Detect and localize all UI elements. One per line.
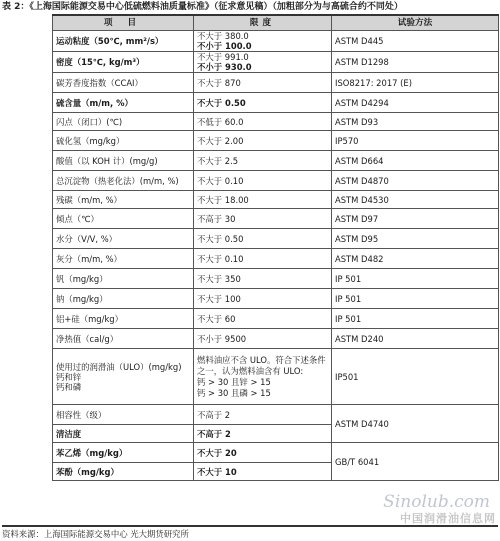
cell-item bbox=[53, 249, 194, 269]
table-row bbox=[53, 269, 499, 289]
table-row bbox=[53, 249, 499, 269]
table-caption: 表 2：《上海国际能源交易中心低硫燃料油质量标准》（征求意见稿）（加粗部分为与高硫合约不同处） bbox=[2, 2, 403, 12]
cell-limit-line: 不大于 870 bbox=[197, 77, 241, 88]
cell-method: IP570 bbox=[332, 131, 499, 151]
cell-limit-line: 不小于 100.0 bbox=[197, 41, 252, 51]
cell-limit bbox=[194, 151, 332, 171]
cell-limit bbox=[194, 171, 332, 191]
cell-item-line: 闪点（闭口）(℃) bbox=[56, 116, 123, 127]
table-row bbox=[53, 171, 499, 191]
table-body bbox=[53, 31, 499, 481]
cell-item bbox=[53, 463, 194, 481]
watermark-latin: Sinolub.com bbox=[383, 492, 490, 512]
cell-limit-line: 不大于 2.00 bbox=[197, 135, 244, 146]
cell-limit bbox=[194, 269, 332, 289]
cell-item-line: 酸值（以 KOH 计）(mg/g) bbox=[56, 155, 158, 166]
table-row bbox=[53, 329, 499, 349]
cell-limit-line: 不大于 60 bbox=[197, 313, 236, 324]
cell-method: ASTM D4870 bbox=[332, 171, 499, 191]
fuel-oil-spec-table bbox=[52, 14, 499, 481]
cell-limit-line: 不小于 9500 bbox=[197, 333, 247, 344]
watermark-logo bbox=[366, 492, 496, 528]
cell-item bbox=[53, 309, 194, 329]
cell-item bbox=[53, 93, 194, 113]
cell-limit bbox=[194, 209, 332, 229]
cell-limit-line: 不大于 2.5 bbox=[197, 155, 239, 166]
cell-limit-line: 不低于 60.0 bbox=[197, 116, 244, 127]
table-row bbox=[53, 52, 499, 73]
cell-limit-line: 钙 > 30 且磷 > 15 bbox=[197, 387, 271, 398]
cell-method: IP 501 bbox=[332, 269, 499, 289]
cell-limit-line: 不大于 0.10 bbox=[197, 253, 244, 264]
cell-limit-line: 不大于 0.10 bbox=[197, 175, 244, 186]
cell-item-line: 净热值（cal/g） bbox=[56, 333, 119, 344]
cell-item bbox=[53, 209, 194, 229]
cell-method: ASTM D95 bbox=[332, 229, 499, 249]
table-row bbox=[53, 191, 499, 209]
cell-item bbox=[53, 73, 194, 93]
cell-item bbox=[53, 289, 194, 309]
cell-item-line: 水分（V/V, %） bbox=[56, 233, 118, 244]
table-row bbox=[53, 73, 499, 93]
cell-item-line: 苯酚（mg/kg） bbox=[56, 466, 119, 477]
cell-item-line: 残碳（m/m, %） bbox=[56, 194, 122, 205]
cell-limit-line: 不高于 30 bbox=[197, 213, 236, 224]
cell-limit-line: 不大于 10 bbox=[197, 466, 237, 477]
cell-item-line: 相容性（级） bbox=[56, 409, 107, 420]
cell-limit-line: 不大于 20 bbox=[197, 447, 237, 458]
cell-limit-line: 不大于 380.0 bbox=[197, 31, 249, 41]
table-row bbox=[53, 31, 499, 52]
cell-item bbox=[53, 229, 194, 249]
cell-item-line: 倾点（℃） bbox=[56, 213, 99, 224]
table-row bbox=[53, 131, 499, 151]
cell-method: ISO8217: 2017 (E) bbox=[332, 73, 499, 93]
cell-item bbox=[53, 31, 194, 52]
cell-limit bbox=[194, 329, 332, 349]
cell-method: ASTM D445 bbox=[332, 31, 499, 52]
cell-limit-line: 不大于 100 bbox=[197, 293, 241, 304]
cell-method: IP501 bbox=[332, 349, 499, 405]
cell-limit bbox=[194, 249, 332, 269]
header-test-method: 试验方法 bbox=[332, 15, 499, 31]
cell-limit-line: 不大于 991.0 bbox=[197, 52, 249, 62]
cell-limit bbox=[194, 289, 332, 309]
cell-limit bbox=[194, 191, 332, 209]
cell-method: ASTM D1298 bbox=[332, 52, 499, 73]
cell-item-line: 钠（mg/kg） bbox=[56, 293, 108, 304]
cell-method: ASTM D4740 bbox=[332, 405, 499, 443]
cell-limit bbox=[194, 405, 332, 425]
cell-limit bbox=[194, 443, 332, 463]
cell-item bbox=[53, 113, 194, 131]
cell-limit-line: 不大于 350 bbox=[197, 273, 241, 284]
cell-item-line: 苯乙烯（mg/kg） bbox=[56, 447, 128, 458]
cell-item bbox=[53, 329, 194, 349]
cell-limit-line: 不大于 18.00 bbox=[197, 194, 249, 205]
cell-item-line: 硫含量（m/m, %） bbox=[56, 97, 133, 108]
cell-item-line: 总沉淀物（热老化法）(m/m, %) bbox=[56, 175, 179, 186]
cell-method: IP 501 bbox=[332, 309, 499, 329]
cell-item-line: 钙和锌 bbox=[56, 371, 82, 382]
cell-limit bbox=[194, 73, 332, 93]
cell-method: ASTM D97 bbox=[332, 209, 499, 229]
source-note: 资料来源：上海国际能源交易中心 光大期货研究所 bbox=[2, 525, 498, 541]
cell-limit-line: 钙 > 30 且锌 > 15 bbox=[197, 376, 271, 387]
cell-limit bbox=[194, 93, 332, 113]
cell-limit-line: 不高于 2 bbox=[197, 409, 231, 420]
cell-limit-line: 燃料油应不含 ULO。符合下述条件之一，认为燃料油含有 ULO: bbox=[197, 354, 326, 376]
table-row bbox=[53, 309, 499, 329]
cell-item bbox=[53, 425, 194, 443]
cell-limit-line: 不高于 2 bbox=[197, 428, 231, 439]
cell-item-line: 密度（15℃, kg/m³） bbox=[56, 57, 145, 67]
cell-limit bbox=[194, 309, 332, 329]
cell-method: ASTM D240 bbox=[332, 329, 499, 349]
cell-limit bbox=[194, 463, 332, 481]
cell-method: GB/T 6041 bbox=[332, 443, 499, 481]
cell-method: ASTM D664 bbox=[332, 151, 499, 171]
table-row bbox=[53, 151, 499, 171]
cell-limit bbox=[194, 229, 332, 249]
cell-limit bbox=[194, 52, 332, 73]
cell-item-line: 灰分（m/m, %） bbox=[56, 253, 122, 264]
table-row bbox=[53, 113, 499, 131]
table-row bbox=[53, 349, 499, 405]
cell-item-line: 钙和磷 bbox=[56, 381, 82, 392]
cell-limit bbox=[194, 425, 332, 443]
cell-limit bbox=[194, 131, 332, 151]
table-row bbox=[53, 229, 499, 249]
table-header-row bbox=[53, 15, 499, 31]
cell-method: IP 501 bbox=[332, 289, 499, 309]
cell-item bbox=[53, 405, 194, 425]
cell-limit bbox=[194, 113, 332, 131]
cell-item bbox=[53, 349, 194, 405]
cell-method: ASTM D4530 bbox=[332, 191, 499, 209]
cell-item bbox=[53, 131, 194, 151]
cell-item bbox=[53, 171, 194, 191]
cell-method: ASTM D93 bbox=[332, 113, 499, 131]
table-row bbox=[53, 443, 499, 463]
cell-method: ASTM D482 bbox=[332, 249, 499, 269]
cell-item-line: 使用过的润滑油（ULO）(mg/kg) bbox=[56, 361, 182, 372]
header-limit: 限度 bbox=[194, 15, 332, 31]
cell-item-line: 硫化氢（mg/kg） bbox=[56, 135, 125, 146]
header-item: 项 目 bbox=[53, 15, 194, 31]
cell-limit-line: 不大于 0.50 bbox=[197, 233, 244, 244]
cell-item-line: 铝+硅（mg/kg） bbox=[56, 313, 123, 324]
watermark-cn: 中国润滑油信息网 bbox=[400, 512, 496, 525]
table-row bbox=[53, 289, 499, 309]
table-row bbox=[53, 93, 499, 113]
cell-item-line: 运动粘度（50℃, mm²/s） bbox=[56, 36, 164, 46]
cell-item bbox=[53, 151, 194, 171]
cell-method: ASTM D4294 bbox=[332, 93, 499, 113]
cell-limit-line: 不大于 0.50 bbox=[197, 97, 246, 108]
table-row bbox=[53, 405, 499, 425]
cell-item bbox=[53, 269, 194, 289]
cell-limit-line: 不小于 930.0 bbox=[197, 62, 252, 72]
cell-item-line: 碳芳香度指数（CCAI） bbox=[56, 77, 143, 88]
cell-item bbox=[53, 443, 194, 463]
table-row bbox=[53, 209, 499, 229]
cell-item bbox=[53, 52, 194, 73]
cell-item-line: 清洁度 bbox=[56, 428, 82, 439]
cell-limit bbox=[194, 31, 332, 52]
cell-item bbox=[53, 191, 194, 209]
cell-item-line: 钒（mg/kg） bbox=[56, 273, 108, 284]
cell-limit bbox=[194, 349, 332, 405]
